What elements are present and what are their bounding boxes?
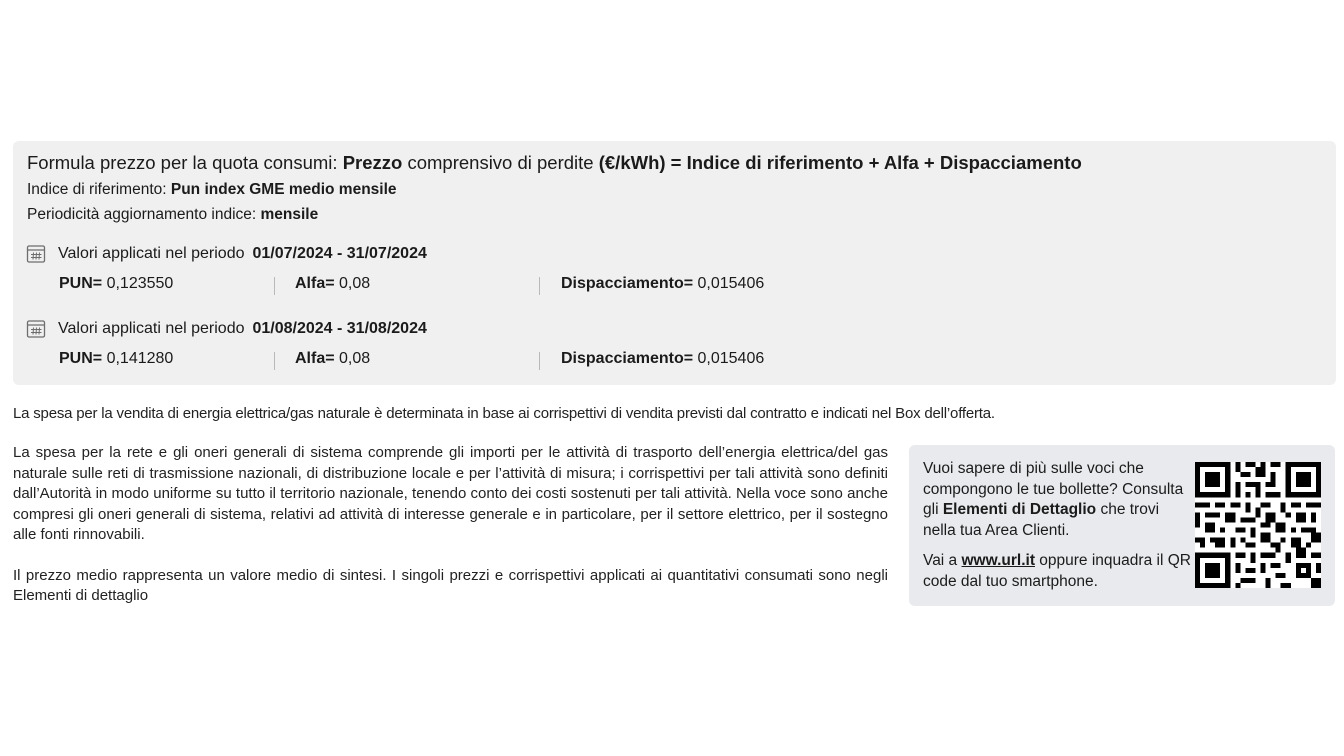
period-values [26,350,765,372]
dispacciamento-label: Dispacciamento= [561,350,694,367]
dispacciamento-value [561,350,764,368]
periodicity-value: mensile [260,206,319,223]
info-text [923,459,1193,592]
dispacciamento-value [561,275,764,293]
dispacciamento-number: 0,015406 [697,275,765,292]
alfa-value [295,275,370,293]
vai-prefix: Vai a [923,552,962,569]
alfa-value [295,350,370,368]
formula-box [13,141,1336,385]
pun-number: 0,141280 [106,350,174,367]
pun-number: 0,123550 [106,275,174,292]
dispacciamento-number: 0,015406 [697,350,765,367]
period-dates: 01/07/2024 - 31/07/2024 [252,245,427,262]
period-block-july [26,243,765,297]
vendita-paragraph: La spesa per la vendita di energia elettrica/gas naturale è determinata in base ai corrispettivi di vendita previsti dal contratto e indicati nel Box dell’offerta. [13,405,995,422]
vai-suffix: oppure inquadra il QR code dal tuo smartphone. [923,552,1191,590]
index-label: Indice di riferimento: [27,181,171,198]
rete-paragraph: La spesa per la rete e gli oneri generali di sistema comprende gli importi per le attività di trasporto dell’energia elettrica/del gas naturale sulle reti di trasmissione nazionali, di distribuzione locale e per l’attività di misura; i corrispettivi per tali attività sono definiti dall’Autorità in modo uniforme su tutto il territorio nazionale, tenendo conto dei costi sostenuti per tali attività. Nella voce sono anche compresi gli oneri generali di sistema, relativi ad attività di interesse generale e in particolare, per il settore elettrico, per il sostegno alle fonti rinnovabili. [13,444,888,543]
calendar-icon [26,244,46,264]
info-line1: Vuoi sapere di più sulle voci che compongono le tue bollette? Consulta gli [923,460,1184,518]
periodicity-line [27,205,1322,225]
period-values [26,275,765,297]
prezzo-medio-paragraph: Il prezzo medio rappresenta un valore medio di sintesi. I singoli prezzi e corrispettivi applicati ai quantitativi consumati sono negli Elementi di dettaglio [13,566,888,604]
formula-price: Prezzo [342,152,403,173]
website-link[interactable]: www.url.it [961,552,1035,569]
period-block-august [26,318,765,372]
elementi-dettaglio: Elementi di Dettaglio [942,501,1097,518]
alfa-label: Alfa= [295,275,335,292]
alfa-label: Alfa= [295,350,335,367]
pun-label: PUN= [59,350,103,367]
periodicity-label: Periodicità aggiornamento indice: [27,206,261,223]
info-line2: che trovi nella tua Area Clienti. [923,501,1160,539]
formula-expression: (€/kWh) = Indice di riferimento + Alfa + Dispacciamento [598,152,1082,173]
index-line [27,180,1322,200]
separator [539,352,540,370]
vai-paragraph [923,551,1193,592]
period-label: Valori applicati nel periodo [58,320,245,337]
info-box [909,445,1335,606]
period-header [26,243,427,265]
separator [539,277,540,295]
rete-section [13,443,888,607]
alfa-number: 0,08 [339,275,371,292]
calendar-icon [26,319,46,339]
qr-code-icon[interactable] [1195,462,1321,588]
alfa-number: 0,08 [339,350,371,367]
pun-value [59,275,173,293]
info-paragraph [923,459,1193,541]
separator [274,277,275,295]
pun-label: PUN= [59,275,103,292]
formula-middle: comprensivo di perdite [402,152,599,173]
formula-prefix: Formula prezzo per la quota consumi: [27,152,343,173]
dispacciamento-label: Dispacciamento= [561,275,694,292]
separator [274,352,275,370]
pun-value [59,350,173,368]
formula-line [27,151,1322,175]
period-dates: 01/08/2024 - 31/08/2024 [252,320,427,337]
index-value: Pun index GME medio mensile [170,181,397,198]
period-header [26,318,427,340]
period-label: Valori applicati nel periodo [58,245,245,262]
